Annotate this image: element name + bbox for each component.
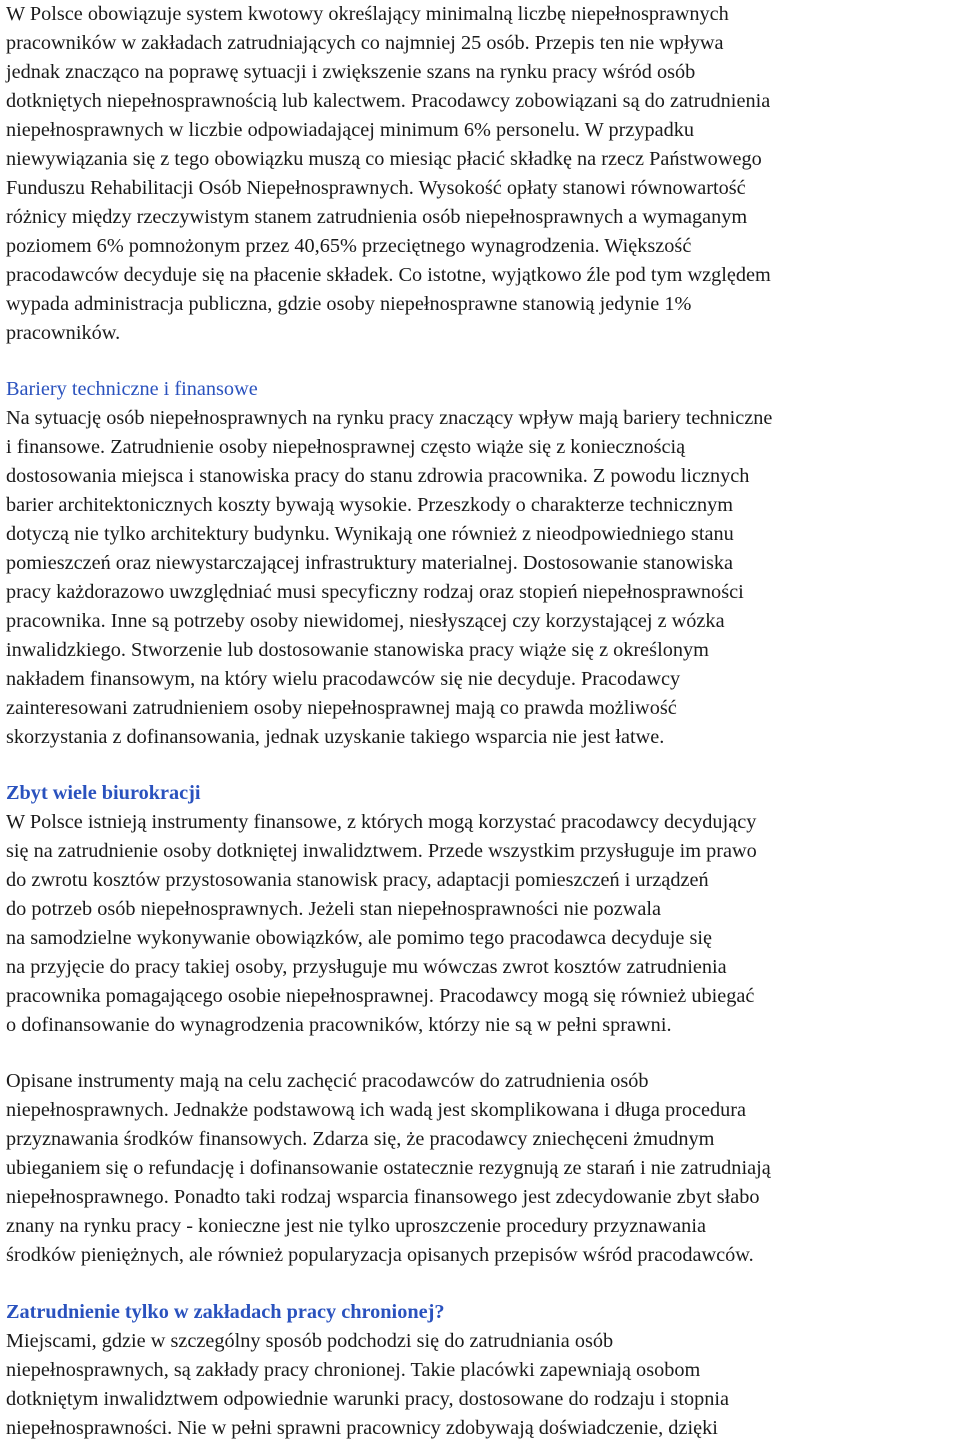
text-line: poziomem 6% pomnożonym przez 40,65% przeciętnego wynagrodzenia. Większość: [6, 235, 692, 257]
text-line: przyznawania środków finansowych. Zdarza się, że pracodawcy zniechęceni żmudnym: [6, 1128, 715, 1150]
text-line: do potrzeb osób niepełnosprawnych. Jeżeli stan niepełnosprawności nie pozwala: [6, 898, 662, 920]
text-line: pracowników w zakładach zatrudniających co najmniej 25 osób. Przepis ten nie wpływa: [6, 32, 724, 54]
section-paragraph: [6, 1067, 960, 1270]
text-line: niepełnosprawnych, są zakłady pracy chronionej. Takie placówki zapewniają osobom: [6, 1359, 701, 1381]
section-heading-zakłady-pracy-chronionej: Zatrudnienie tylko w zakładach pracy chronionej?: [6, 1301, 445, 1323]
text-line: pracy każdorazowo uwzględniać musi specyficzny rodzaj oraz stopień niepełnosprawności: [6, 581, 744, 603]
section-paragraph: [6, 808, 960, 1040]
text-line: do zwrotu kosztów przystosowania stanowisk pracy, adaptacji pomieszczeń i urządzeń: [6, 869, 709, 891]
text-line: na przyjęcie do pracy takiej osoby, przysługuje mu wówczas zwrot kosztów zatrudnienia: [6, 956, 727, 978]
text-line: dotyczą nie tylko architektury budynku. Wynikają one również z nieodpowiedniego stanu: [6, 523, 734, 545]
text-line: niepełnosprawnego. Ponadto taki rodzaj wsparcia finansowego jest zdecydowanie zbyt słabo: [6, 1186, 760, 1208]
section-paragraph: [6, 1327, 960, 1443]
text-line: niepełnosprawnych. Jednakże podstawową ich wadą jest skomplikowana i długa procedura: [6, 1099, 747, 1121]
text-line: niewywiązania się z tego obowiązku muszą co miesiąc płacić składkę na rzecz Państwowego: [6, 148, 762, 170]
text-line: nakładem finansowym, na który wielu pracodawców się nie decyduje. Pracodawcy: [6, 668, 681, 690]
text-line: środków pieniężnych, ale również popularyzacja opisanych przepisów wśród pracodawców.: [6, 1244, 754, 1266]
text-line: znany na rynku pracy - konieczne jest nie tylko uproszczenie procedury przyznawania: [6, 1215, 706, 1237]
text-line: Opisane instrumenty mają na celu zachęcić pracodawców do zatrudnienia osób: [6, 1070, 649, 1092]
text-line: na samodzielne wykonywanie obowiązków, ale pomimo tego pracodawca decyduje się: [6, 927, 713, 949]
text-line: W Polsce istnieją instrumenty finansowe, z których mogą korzystać pracodawcy decydujący: [6, 811, 757, 833]
section-paragraph: [6, 404, 960, 752]
text-line: wypada administracja publiczna, gdzie osoby niepełnosprawne stanowią jedynie 1%: [6, 293, 692, 315]
text-line: zainteresowani zatrudnieniem osoby niepełnosprawnej mają co prawda możliwość: [6, 697, 677, 719]
text-line: pracodawców decyduje się na płacenie składek. Co istotne, wyjątkowo źle pod tym względem: [6, 264, 771, 286]
text-line: Miejscami, gdzie w szczególny sposób podchodzi się do zatrudniania osób: [6, 1330, 614, 1352]
text-line: niepełnosprawnych w liczbie odpowiadającej minimum 6% personelu. W przypadku: [6, 119, 695, 141]
text-line: dotkniętym inwalidztwem odpowiednie warunki pracy, dostosowane do rodzaju i stopnia: [6, 1388, 730, 1410]
text-line: różnicy między rzeczywistym stanem zatrudnienia osób niepełnosprawnych a wymaganym: [6, 206, 748, 228]
text-line: o dofinansowanie do wynagrodzenia pracowników, którzy nie są w pełni sprawni.: [6, 1014, 672, 1036]
text-line: pracownika. Inne są potrzeby osoby niewidomej, niesłyszącej czy korzystającej z wózka: [6, 610, 725, 632]
text-line: jednak znacząco na poprawę sytuacji i zwiększenie szans na rynku pracy wśród osób: [6, 61, 696, 83]
text-line: pracownika pomagającego osobie niepełnosprawnej. Pracodawcy mogą się również ubiegać: [6, 985, 755, 1007]
text-line: pracowników.: [6, 322, 121, 344]
section-heading-biurokracja: Zbyt wiele biurokracji: [6, 782, 201, 804]
text-line: W Polsce obowiązuje system kwotowy określający minimalną liczbę niepełnosprawnych: [6, 3, 729, 25]
text-line: dotkniętych niepełnosprawnością lub kalectwem. Pracodawcy zobowiązani są do zatrudnienia: [6, 90, 771, 112]
text-line: pomieszczeń oraz niewystarczającej infrastruktury materialnej. Dostosowanie stanowiska: [6, 552, 734, 574]
text-line: Funduszu Rehabilitacji Osób Niepełnosprawnych. Wysokość opłaty stanowi równowartość: [6, 177, 746, 199]
section-heading-bariery: Bariery techniczne i finansowe: [6, 378, 258, 400]
text-line: skorzystania z dofinansowania, jednak uzyskanie takiego wsparcia nie jest łatwe.: [6, 726, 665, 748]
text-line: i finansowe. Zatrudnienie osoby niepełnosprawnej często wiąże się z koniecznością: [6, 436, 686, 458]
intro-paragraph: [6, 0, 960, 348]
text-line: się na zatrudnienie osoby dotkniętej inwalidztwem. Przede wszystkim przysługuje im prawo: [6, 840, 757, 862]
text-line: inwalidzkiego. Stworzenie lub dostosowanie stanowiska pracy wiąże się z określonym: [6, 639, 709, 661]
text-line: ubieganiem się o refundację i dofinansowanie ostatecznie rezygnują ze starań i nie zatrudniają: [6, 1157, 771, 1179]
text-line: niepełnosprawności. Nie w pełni sprawni pracownicy zdobywają doświadczenie, dzięki: [6, 1417, 718, 1439]
text-line: dostosowania miejsca i stanowiska pracy do stanu zdrowia pracownika. Z powodu licznych: [6, 465, 750, 487]
text-line: Na sytuację osób niepełnosprawnych na rynku pracy znaczący wpływ mają bariery techniczne: [6, 407, 773, 429]
text-line: barier architektonicznych koszty bywają wysokie. Przeszkody o charakterze technicznym: [6, 494, 734, 516]
